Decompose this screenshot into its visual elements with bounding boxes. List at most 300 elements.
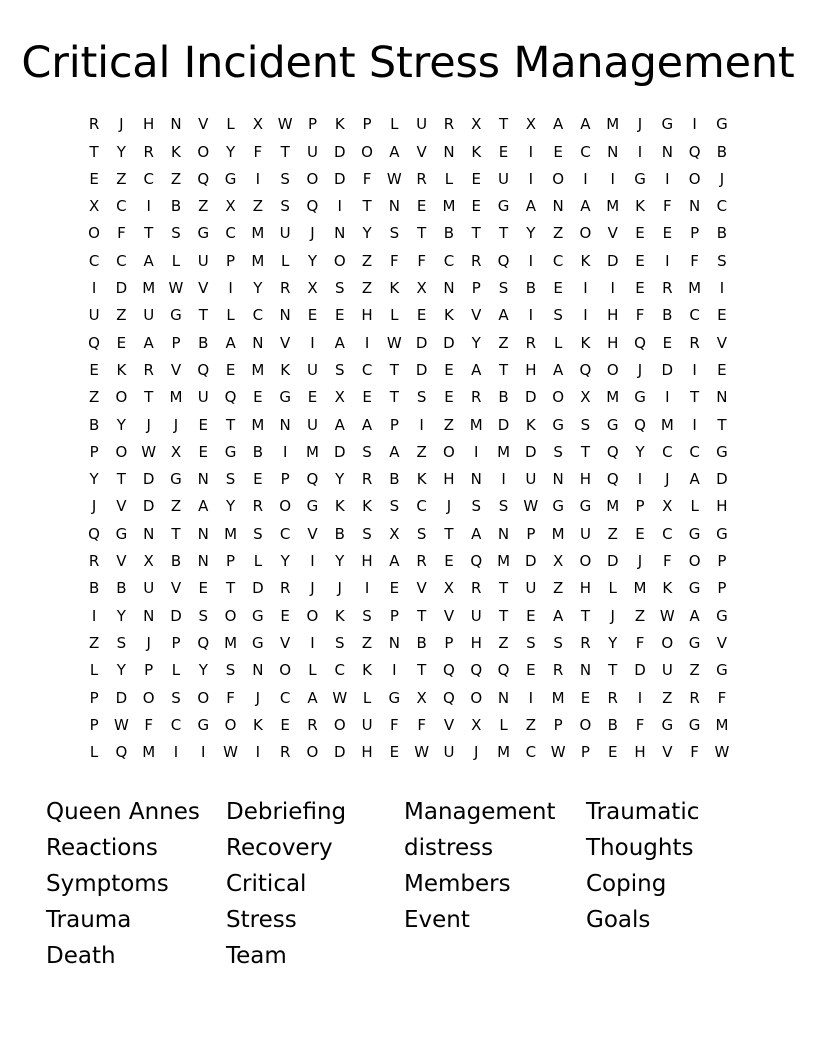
grid-cell[interactable]: S bbox=[334, 360, 345, 379]
grid-cell[interactable]: T bbox=[280, 142, 290, 161]
grid-cell[interactable]: E bbox=[362, 388, 372, 407]
grid-cell[interactable]: C bbox=[279, 688, 291, 707]
grid-cell[interactable]: S bbox=[280, 169, 290, 188]
grid-cell[interactable]: G bbox=[716, 661, 728, 680]
grid-cell[interactable]: U bbox=[361, 715, 373, 734]
grid-cell[interactable]: R bbox=[471, 579, 482, 598]
grid-cell[interactable]: D bbox=[333, 743, 346, 762]
grid-cell[interactable]: J bbox=[146, 633, 151, 652]
grid-cell[interactable]: H bbox=[607, 306, 619, 325]
grid-cell[interactable]: D bbox=[415, 333, 428, 352]
grid-cell[interactable]: R bbox=[143, 142, 154, 161]
grid-cell[interactable]: E bbox=[416, 197, 427, 216]
grid-cell[interactable]: P bbox=[89, 442, 99, 461]
grid-cell[interactable]: A bbox=[580, 115, 591, 134]
word-list-item[interactable]: Management bbox=[404, 799, 556, 826]
grid-cell[interactable]: I bbox=[392, 661, 397, 680]
grid-cell[interactable]: U bbox=[306, 142, 318, 161]
grid-cell[interactable]: G bbox=[197, 715, 210, 734]
grid-cell[interactable]: W bbox=[113, 715, 129, 734]
grid-cell[interactable]: N bbox=[443, 142, 455, 161]
grid-cell[interactable]: A bbox=[334, 415, 345, 434]
grid-cell[interactable]: Y bbox=[635, 442, 645, 461]
grid-cell[interactable]: W bbox=[277, 115, 293, 134]
grid-cell[interactable]: D bbox=[443, 333, 455, 352]
grid-cell[interactable]: E bbox=[662, 224, 673, 243]
grid-cell[interactable]: W bbox=[332, 688, 348, 707]
grid-cell[interactable]: C bbox=[225, 224, 236, 243]
grid-cell[interactable]: S bbox=[498, 279, 509, 298]
grid-cell[interactable]: Z bbox=[525, 715, 536, 734]
grid-cell[interactable]: T bbox=[144, 388, 154, 407]
grid-cell[interactable]: U bbox=[443, 743, 455, 762]
grid-cell[interactable]: S bbox=[389, 497, 400, 516]
grid-cell[interactable]: Q bbox=[443, 688, 455, 707]
grid-cell[interactable]: I bbox=[665, 251, 670, 270]
grid-cell[interactable]: U bbox=[279, 224, 291, 243]
grid-cell[interactable]: Z bbox=[116, 306, 127, 325]
grid-cell[interactable]: Z bbox=[88, 633, 100, 652]
grid-cell[interactable]: A bbox=[498, 306, 509, 325]
grid-cell[interactable]: V bbox=[307, 524, 318, 543]
grid-cell[interactable]: G bbox=[497, 197, 510, 216]
grid-cell[interactable]: F bbox=[362, 169, 372, 188]
grid-cell[interactable]: T bbox=[417, 606, 427, 625]
grid-cell[interactable]: A bbox=[225, 333, 236, 352]
grid-cell[interactable]: M bbox=[606, 388, 620, 407]
grid-cell[interactable]: S bbox=[116, 633, 127, 652]
grid-cell[interactable]: G bbox=[716, 524, 728, 543]
grid-cell[interactable]: E bbox=[280, 606, 290, 625]
grid-cell[interactable]: B bbox=[170, 552, 182, 571]
grid-cell[interactable]: D bbox=[170, 606, 182, 625]
grid-cell[interactable]: I bbox=[583, 279, 588, 298]
grid-cell[interactable]: X bbox=[525, 115, 536, 134]
grid-cell[interactable]: T bbox=[580, 606, 591, 625]
grid-cell[interactable]: D bbox=[661, 360, 674, 379]
grid-cell[interactable]: G bbox=[688, 633, 701, 652]
grid-cell[interactable]: B bbox=[443, 224, 455, 243]
grid-cell[interactable]: O bbox=[224, 715, 237, 734]
grid-cell[interactable]: Z bbox=[662, 688, 673, 707]
grid-cell[interactable]: D bbox=[606, 552, 619, 571]
grid-cell[interactable]: E bbox=[198, 415, 209, 434]
grid-cell[interactable]: K bbox=[334, 115, 345, 134]
grid-cell[interactable]: S bbox=[471, 497, 481, 516]
grid-cell[interactable]: E bbox=[635, 279, 645, 298]
grid-cell[interactable]: M bbox=[660, 415, 674, 434]
grid-cell[interactable]: V bbox=[443, 715, 455, 734]
grid-cell[interactable]: W bbox=[141, 442, 157, 461]
grid-cell[interactable]: F bbox=[635, 633, 645, 652]
grid-cell[interactable]: I bbox=[692, 360, 697, 379]
grid-cell[interactable]: E bbox=[717, 306, 727, 325]
grid-cell[interactable]: H bbox=[443, 470, 455, 489]
grid-cell[interactable]: S bbox=[334, 633, 345, 652]
grid-cell[interactable]: S bbox=[225, 661, 236, 680]
grid-cell[interactable]: R bbox=[252, 497, 264, 516]
grid-cell[interactable]: T bbox=[608, 661, 618, 680]
grid-cell[interactable]: S bbox=[171, 688, 181, 707]
grid-cell[interactable]: K bbox=[171, 142, 181, 161]
grid-cell[interactable]: R bbox=[689, 688, 700, 707]
grid-cell[interactable]: K bbox=[334, 606, 345, 625]
grid-cell[interactable]: G bbox=[115, 524, 128, 543]
grid-cell[interactable]: I bbox=[610, 169, 615, 188]
grid-cell[interactable]: Z bbox=[498, 633, 509, 652]
grid-cell[interactable]: G bbox=[634, 388, 646, 407]
grid-cell[interactable]: R bbox=[279, 579, 291, 598]
grid-cell[interactable]: E bbox=[198, 579, 209, 598]
grid-cell[interactable]: P bbox=[307, 115, 317, 134]
grid-cell[interactable]: I bbox=[637, 688, 643, 707]
grid-cell[interactable]: G bbox=[224, 442, 237, 461]
word-list-item[interactable]: Goals bbox=[586, 907, 651, 934]
grid-cell[interactable]: L bbox=[171, 251, 181, 270]
grid-cell[interactable]: Y bbox=[335, 552, 345, 571]
grid-cell[interactable]: M bbox=[497, 552, 511, 571]
grid-cell[interactable]: N bbox=[388, 633, 400, 652]
grid-cell[interactable]: Y bbox=[116, 661, 126, 680]
grid-cell[interactable]: O bbox=[197, 688, 210, 707]
grid-cell[interactable]: O bbox=[88, 224, 100, 243]
grid-cell[interactable]: B bbox=[498, 388, 509, 407]
grid-cell[interactable]: X bbox=[552, 552, 564, 571]
grid-cell[interactable]: P bbox=[444, 633, 454, 652]
grid-cell[interactable]: O bbox=[552, 388, 565, 407]
word-list-item[interactable]: Stress bbox=[226, 907, 297, 934]
grid-cell[interactable]: D bbox=[333, 169, 346, 188]
grid-cell[interactable]: T bbox=[498, 115, 509, 134]
grid-cell[interactable]: G bbox=[170, 306, 182, 325]
grid-cell[interactable]: T bbox=[717, 415, 727, 434]
grid-cell[interactable]: Z bbox=[170, 497, 182, 516]
grid-cell[interactable]: Y bbox=[116, 606, 126, 625]
grid-cell[interactable]: Y bbox=[253, 279, 263, 298]
grid-cell[interactable]: H bbox=[579, 470, 592, 489]
grid-cell[interactable]: O bbox=[579, 715, 592, 734]
grid-cell[interactable]: V bbox=[443, 606, 455, 625]
grid-cell[interactable]: X bbox=[170, 442, 182, 461]
grid-cell[interactable]: I bbox=[528, 688, 534, 707]
grid-cell[interactable]: A bbox=[334, 333, 345, 352]
grid-cell[interactable]: Z bbox=[552, 224, 564, 243]
grid-cell[interactable]: M bbox=[497, 743, 511, 762]
grid-cell[interactable]: R bbox=[361, 470, 373, 489]
grid-cell[interactable]: B bbox=[607, 715, 618, 734]
grid-cell[interactable]: U bbox=[306, 360, 318, 379]
grid-cell[interactable]: U bbox=[143, 306, 155, 325]
grid-cell[interactable]: Y bbox=[198, 661, 208, 680]
word-list-item[interactable]: Traumatic bbox=[586, 799, 700, 826]
grid-cell[interactable]: M bbox=[469, 415, 483, 434]
grid-cell[interactable]: H bbox=[525, 360, 537, 379]
grid-cell[interactable]: G bbox=[252, 633, 264, 652]
grid-cell[interactable]: M bbox=[606, 197, 620, 216]
grid-cell[interactable]: I bbox=[692, 115, 697, 134]
grid-cell[interactable]: B bbox=[88, 579, 100, 598]
grid-cell[interactable]: C bbox=[689, 442, 700, 461]
grid-cell[interactable]: W bbox=[168, 279, 184, 298]
grid-cell[interactable]: L bbox=[390, 306, 399, 325]
grid-cell[interactable]: P bbox=[280, 470, 290, 489]
grid-cell[interactable]: M bbox=[142, 279, 156, 298]
grid-cell[interactable]: E bbox=[580, 688, 591, 707]
grid-cell[interactable]: N bbox=[689, 197, 701, 216]
grid-cell[interactable]: I bbox=[610, 279, 615, 298]
grid-cell[interactable]: I bbox=[419, 415, 424, 434]
grid-cell[interactable]: N bbox=[279, 306, 291, 325]
grid-cell[interactable]: B bbox=[334, 524, 345, 543]
grid-cell[interactable]: Y bbox=[608, 633, 618, 652]
grid-cell[interactable]: W bbox=[223, 743, 238, 762]
grid-cell[interactable]: A bbox=[553, 360, 564, 379]
grid-cell[interactable]: C bbox=[689, 306, 700, 325]
grid-cell[interactable]: E bbox=[389, 579, 400, 598]
grid-cell[interactable]: Y bbox=[280, 552, 290, 571]
grid-cell[interactable]: Q bbox=[306, 470, 319, 489]
grid-cell[interactable]: V bbox=[416, 142, 427, 161]
grid-cell[interactable]: B bbox=[198, 333, 209, 352]
grid-cell[interactable]: I bbox=[637, 470, 643, 489]
grid-cell[interactable]: E bbox=[635, 224, 645, 243]
grid-cell[interactable]: O bbox=[306, 169, 319, 188]
grid-cell[interactable]: V bbox=[198, 279, 209, 298]
grid-cell[interactable]: B bbox=[416, 633, 427, 652]
grid-cell[interactable]: L bbox=[608, 579, 617, 598]
grid-cell[interactable]: S bbox=[580, 415, 591, 434]
word-list-item[interactable]: Symptoms bbox=[46, 871, 169, 898]
grid-cell[interactable]: F bbox=[690, 743, 699, 762]
grid-cell[interactable]: M bbox=[551, 688, 565, 707]
grid-cell[interactable]: F bbox=[226, 688, 235, 707]
grid-cell[interactable]: C bbox=[443, 251, 455, 270]
word-list-item[interactable]: distress bbox=[404, 835, 494, 862]
grid-cell[interactable]: Z bbox=[416, 442, 427, 461]
grid-cell[interactable]: O bbox=[361, 142, 373, 161]
grid-cell[interactable]: M bbox=[224, 524, 238, 543]
grid-cell[interactable]: D bbox=[606, 251, 619, 270]
grid-cell[interactable]: A bbox=[689, 470, 700, 489]
grid-cell[interactable]: A bbox=[389, 552, 400, 571]
grid-cell[interactable]: W bbox=[659, 606, 675, 625]
grid-cell[interactable]: E bbox=[198, 442, 209, 461]
grid-cell[interactable]: J bbox=[146, 415, 151, 434]
grid-cell[interactable]: N bbox=[470, 470, 482, 489]
grid-cell[interactable]: O bbox=[279, 661, 292, 680]
grid-cell[interactable]: P bbox=[471, 279, 481, 298]
grid-cell[interactable]: O bbox=[224, 606, 237, 625]
grid-cell[interactable]: C bbox=[334, 661, 345, 680]
grid-cell[interactable]: X bbox=[389, 524, 400, 543]
grid-cell[interactable]: I bbox=[91, 279, 97, 298]
grid-cell[interactable]: T bbox=[171, 524, 181, 543]
grid-cell[interactable]: Q bbox=[634, 415, 646, 434]
grid-cell[interactable]: X bbox=[88, 197, 100, 216]
grid-cell[interactable]: P bbox=[526, 524, 536, 543]
grid-cell[interactable]: B bbox=[716, 142, 728, 161]
grid-cell[interactable]: Z bbox=[361, 279, 373, 298]
grid-cell[interactable]: E bbox=[526, 661, 536, 680]
grid-cell[interactable]: Q bbox=[688, 142, 701, 161]
grid-cell[interactable]: Z bbox=[361, 633, 373, 652]
grid-cell[interactable]: R bbox=[279, 279, 291, 298]
grid-cell[interactable]: F bbox=[663, 197, 672, 216]
grid-cell[interactable]: D bbox=[252, 579, 264, 598]
grid-cell[interactable]: Z bbox=[607, 524, 618, 543]
grid-cell[interactable]: C bbox=[116, 197, 127, 216]
grid-cell[interactable]: N bbox=[579, 661, 592, 680]
grid-cell[interactable]: E bbox=[89, 360, 99, 379]
grid-cell[interactable]: T bbox=[417, 661, 427, 680]
grid-cell[interactable]: Q bbox=[306, 197, 319, 216]
grid-cell[interactable]: A bbox=[361, 415, 373, 434]
grid-cell[interactable]: F bbox=[717, 688, 727, 707]
grid-cell[interactable]: R bbox=[607, 688, 618, 707]
grid-cell[interactable]: M bbox=[688, 279, 702, 298]
grid-cell[interactable]: T bbox=[144, 224, 154, 243]
grid-cell[interactable]: C bbox=[170, 715, 182, 734]
grid-cell[interactable]: D bbox=[716, 470, 728, 489]
grid-cell[interactable]: P bbox=[635, 497, 645, 516]
grid-cell[interactable]: D bbox=[525, 388, 537, 407]
grid-cell[interactable]: P bbox=[171, 633, 181, 652]
grid-cell[interactable]: P bbox=[580, 743, 590, 762]
grid-cell[interactable]: G bbox=[552, 497, 564, 516]
grid-cell[interactable]: T bbox=[225, 415, 236, 434]
grid-cell[interactable]: U bbox=[197, 388, 209, 407]
grid-cell[interactable]: V bbox=[170, 579, 182, 598]
grid-cell[interactable]: Z bbox=[252, 197, 263, 216]
grid-cell[interactable]: Q bbox=[88, 524, 100, 543]
grid-cell[interactable]: T bbox=[362, 197, 372, 216]
grid-cell[interactable]: K bbox=[580, 333, 591, 352]
grid-cell[interactable]: V bbox=[116, 497, 127, 516]
grid-cell[interactable]: G bbox=[170, 470, 182, 489]
grid-cell[interactable]: P bbox=[89, 715, 99, 734]
grid-cell[interactable]: Q bbox=[197, 633, 210, 652]
grid-cell[interactable]: T bbox=[198, 306, 208, 325]
grid-cell[interactable]: P bbox=[226, 552, 236, 571]
grid-cell[interactable]: M bbox=[169, 388, 183, 407]
grid-cell[interactable]: A bbox=[307, 688, 318, 707]
grid-cell[interactable]: U bbox=[661, 661, 673, 680]
grid-cell[interactable]: G bbox=[224, 169, 237, 188]
grid-cell[interactable]: M bbox=[251, 251, 265, 270]
grid-cell[interactable]: H bbox=[143, 115, 155, 134]
grid-cell[interactable]: N bbox=[388, 197, 400, 216]
grid-cell[interactable]: R bbox=[689, 333, 700, 352]
grid-cell[interactable]: V bbox=[662, 743, 673, 762]
grid-cell[interactable]: P bbox=[717, 552, 727, 571]
grid-cell[interactable]: H bbox=[607, 333, 619, 352]
grid-cell[interactable]: Z bbox=[552, 579, 564, 598]
grid-cell[interactable]: B bbox=[525, 279, 536, 298]
grid-cell[interactable]: E bbox=[607, 743, 618, 762]
grid-cell[interactable]: F bbox=[144, 715, 153, 734]
grid-cell[interactable]: N bbox=[334, 224, 346, 243]
grid-cell[interactable]: M bbox=[251, 360, 265, 379]
grid-cell[interactable]: S bbox=[362, 524, 372, 543]
grid-cell[interactable]: U bbox=[579, 524, 591, 543]
grid-cell[interactable]: G bbox=[661, 115, 674, 134]
grid-cell[interactable]: D bbox=[115, 279, 128, 298]
grid-cell[interactable]: X bbox=[143, 552, 154, 571]
grid-cell[interactable]: G bbox=[197, 224, 210, 243]
grid-cell[interactable]: W bbox=[386, 333, 402, 352]
grid-cell[interactable]: E bbox=[444, 388, 454, 407]
grid-cell[interactable]: J bbox=[91, 497, 97, 516]
word-list-item[interactable]: Debriefing bbox=[226, 799, 347, 826]
grid-cell[interactable]: F bbox=[635, 306, 645, 325]
grid-cell[interactable]: S bbox=[171, 224, 181, 243]
grid-cell[interactable]: E bbox=[444, 552, 454, 571]
grid-cell[interactable]: N bbox=[252, 333, 264, 352]
grid-cell[interactable]: D bbox=[333, 442, 346, 461]
grid-cell[interactable]: C bbox=[143, 169, 154, 188]
grid-cell[interactable]: E bbox=[389, 743, 400, 762]
grid-cell[interactable]: L bbox=[308, 661, 317, 680]
grid-cell[interactable]: T bbox=[498, 579, 509, 598]
grid-cell[interactable]: M bbox=[497, 442, 511, 461]
grid-cell[interactable]: O bbox=[142, 688, 155, 707]
grid-cell[interactable]: O bbox=[661, 633, 674, 652]
grid-cell[interactable]: I bbox=[310, 552, 315, 571]
grid-cell[interactable]: J bbox=[173, 415, 179, 434]
grid-cell[interactable]: G bbox=[388, 688, 401, 707]
grid-cell[interactable]: Q bbox=[470, 661, 483, 680]
grid-cell[interactable]: Q bbox=[470, 552, 483, 571]
grid-cell[interactable]: Q bbox=[115, 743, 128, 762]
grid-cell[interactable]: N bbox=[170, 115, 182, 134]
grid-cell[interactable]: J bbox=[119, 115, 124, 134]
grid-cell[interactable]: X bbox=[225, 197, 236, 216]
grid-cell[interactable]: O bbox=[579, 552, 592, 571]
grid-cell[interactable]: E bbox=[471, 197, 481, 216]
grid-cell[interactable]: G bbox=[688, 524, 701, 543]
grid-cell[interactable]: A bbox=[471, 524, 482, 543]
grid-cell[interactable]: J bbox=[474, 743, 479, 762]
grid-cell[interactable]: D bbox=[333, 142, 346, 161]
grid-cell[interactable]: G bbox=[716, 115, 728, 134]
grid-cell[interactable]: L bbox=[280, 251, 290, 270]
grid-cell[interactable]: S bbox=[526, 633, 536, 652]
grid-cell[interactable]: V bbox=[416, 579, 427, 598]
grid-cell[interactable]: R bbox=[88, 552, 100, 571]
grid-cell[interactable]: K bbox=[580, 251, 591, 270]
grid-cell[interactable]: T bbox=[89, 142, 99, 161]
grid-cell[interactable]: F bbox=[390, 715, 399, 734]
grid-cell[interactable]: K bbox=[635, 197, 645, 216]
grid-cell[interactable]: A bbox=[389, 142, 400, 161]
grid-cell[interactable]: S bbox=[280, 197, 290, 216]
grid-cell[interactable]: I bbox=[692, 415, 697, 434]
grid-cell[interactable]: B bbox=[716, 224, 728, 243]
grid-cell[interactable]: S bbox=[553, 442, 563, 461]
word-list-item[interactable]: Event bbox=[404, 907, 470, 934]
grid-cell[interactable]: E bbox=[116, 333, 127, 352]
grid-cell[interactable]: S bbox=[253, 524, 263, 543]
grid-cell[interactable]: G bbox=[552, 415, 564, 434]
grid-cell[interactable]: Y bbox=[526, 224, 536, 243]
grid-cell[interactable]: R bbox=[580, 633, 591, 652]
grid-cell[interactable]: M bbox=[251, 415, 265, 434]
grid-cell[interactable]: P bbox=[690, 224, 700, 243]
grid-cell[interactable]: A bbox=[689, 606, 700, 625]
grid-cell[interactable]: L bbox=[89, 661, 99, 680]
grid-cell[interactable]: U bbox=[416, 115, 428, 134]
grid-cell[interactable]: A bbox=[389, 442, 400, 461]
